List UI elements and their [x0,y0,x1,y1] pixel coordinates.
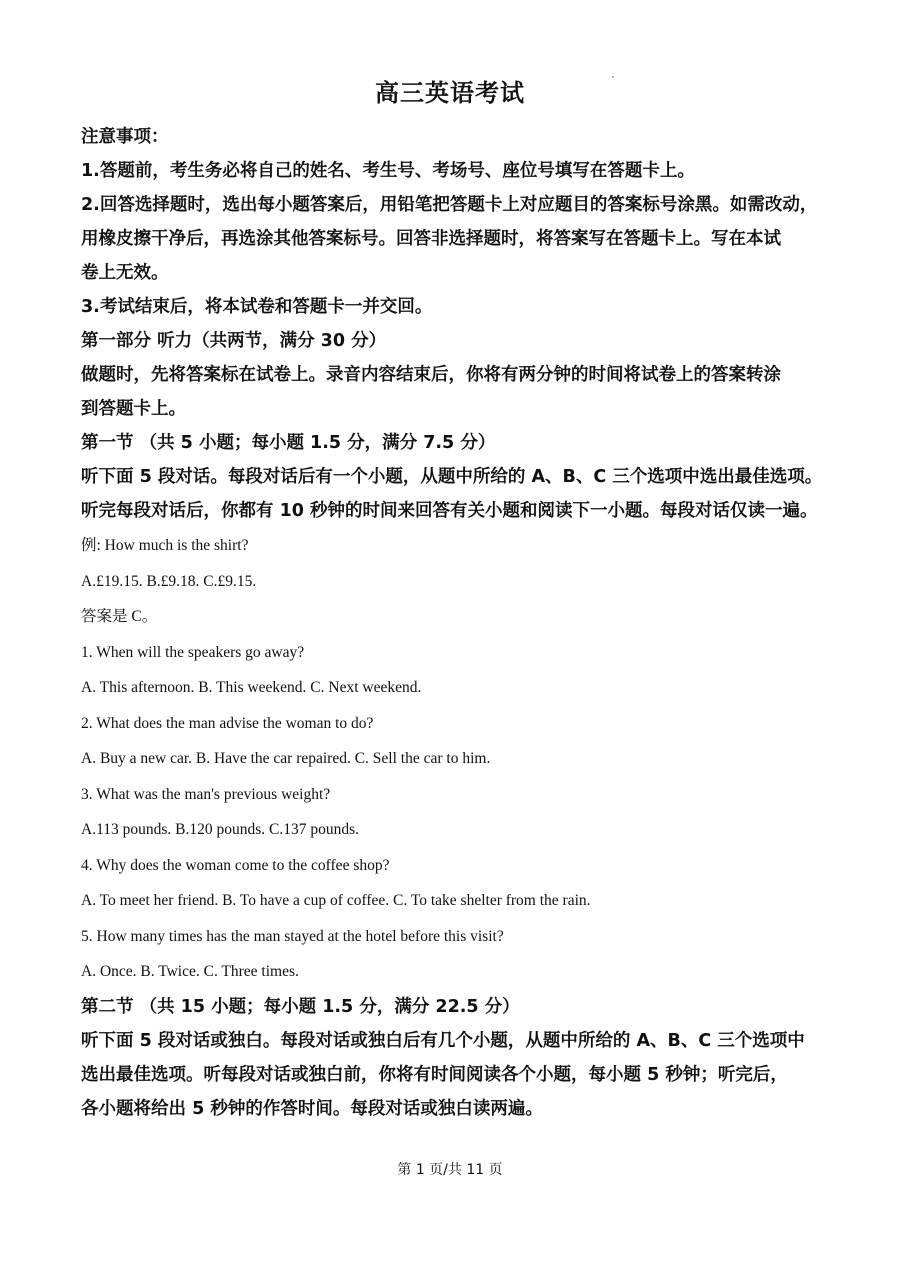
question-2-options: A. Buy a new car. B. Have the car repaired. C. Sell the car to him. [81,750,491,767]
note-item-2-line-1: 2.回答选择题时，选出每小题答案后，用铅笔把答题卡上对应题目的答案标号涂黑。如需改动， [81,195,818,215]
question-5-options: A. Once. B. Twice. C. Three times. [81,963,299,980]
question-4: 4. Why does the woman come to the coffee shop? [81,856,390,874]
question-4-options: A. To meet her friend. B. To have a cup of coffee. C. To take shelter from the rain. [81,892,591,909]
question-3: 3. What was the man's previous weight? [81,785,331,803]
section1-instructions-line-2: 听完每段对话后，你都有 10 秒钟的时间来回答有关小题和阅读下一小题。每段对话仅读一遍。 [81,501,818,521]
example-options: A.£19.15. B.£9.18. C.£9.15. [81,572,257,590]
exam-content [81,120,821,1126]
example-question: 例: How much is the shirt? [81,537,249,554]
page-title: 高三英语考试 [375,79,525,107]
section1-instructions-line-1: 听下面 5 段对话。每段对话后有一个小题，从题中所给的 A、B、C 三个选项中选出最佳选项。 [81,467,823,487]
section1-heading: 第一节 （共 5 小题；每小题 1.5 分，满分 7.5 分） [81,433,496,453]
section2-instructions-line-3: 各小题将给出 5 秒钟的作答时间。每段对话或独白读两遍。 [81,1098,543,1119]
section2-instructions-line-1: 听下面 5 段对话或独白。每段对话或独白后有几个小题，从题中所给的 A、B、C 三个选项中 [81,1030,805,1051]
part1-intro-line-2: 到答题卡上。 [81,399,186,419]
section2-heading: 第二节 （共 15 小题；每小题 1.5 分，满分 22.5 分） [81,996,520,1017]
note-item-2-line-2: 用橡皮擦干净后，再选涂其他答案标号。回答非选择题时，将答案写在答题卡上。写在本试 [81,229,781,249]
question-3-options: A.113 pounds. B.120 pounds. C.137 pounds. [81,821,360,838]
question-5: 5. How many times has the man stayed at the hotel before this visit? [81,927,504,945]
note-item-3: 3.考试结束后，将本试卷和答题卡一并交回。 [81,297,433,317]
example-answer: 答案是 C。 [81,608,158,625]
part1-intro-line-1: 做题时，先将答案标在试卷上。录音内容结束后，你将有两分钟的时间将试卷上的答案转涂 [81,365,781,385]
part1-heading: 第一部分 听力（共两节，满分 30 分） [81,331,387,351]
section2-instructions-line-2: 选出最佳选项。听每段对话或独白前，你将有时间阅读各个小题，每小题 5 秒钟；听完后， [81,1064,788,1085]
question-2: 2. What does the man advise the woman to do? [81,714,374,732]
notes-heading: 注意事项： [81,127,169,147]
question-1-options: A. This afternoon. B. This weekend. C. Next weekend. [81,679,422,696]
question-1: 1. When will the speakers go away? [81,643,305,661]
note-item-2-line-3: 卷上无效。 [81,263,169,283]
note-item-1: 1.答题前，考生务必将自己的姓名、考生号、考场号、座位号填写在答题卡上。 [81,161,695,181]
page-number-footer: 第 1 页/共 11 页 [397,1162,503,1178]
